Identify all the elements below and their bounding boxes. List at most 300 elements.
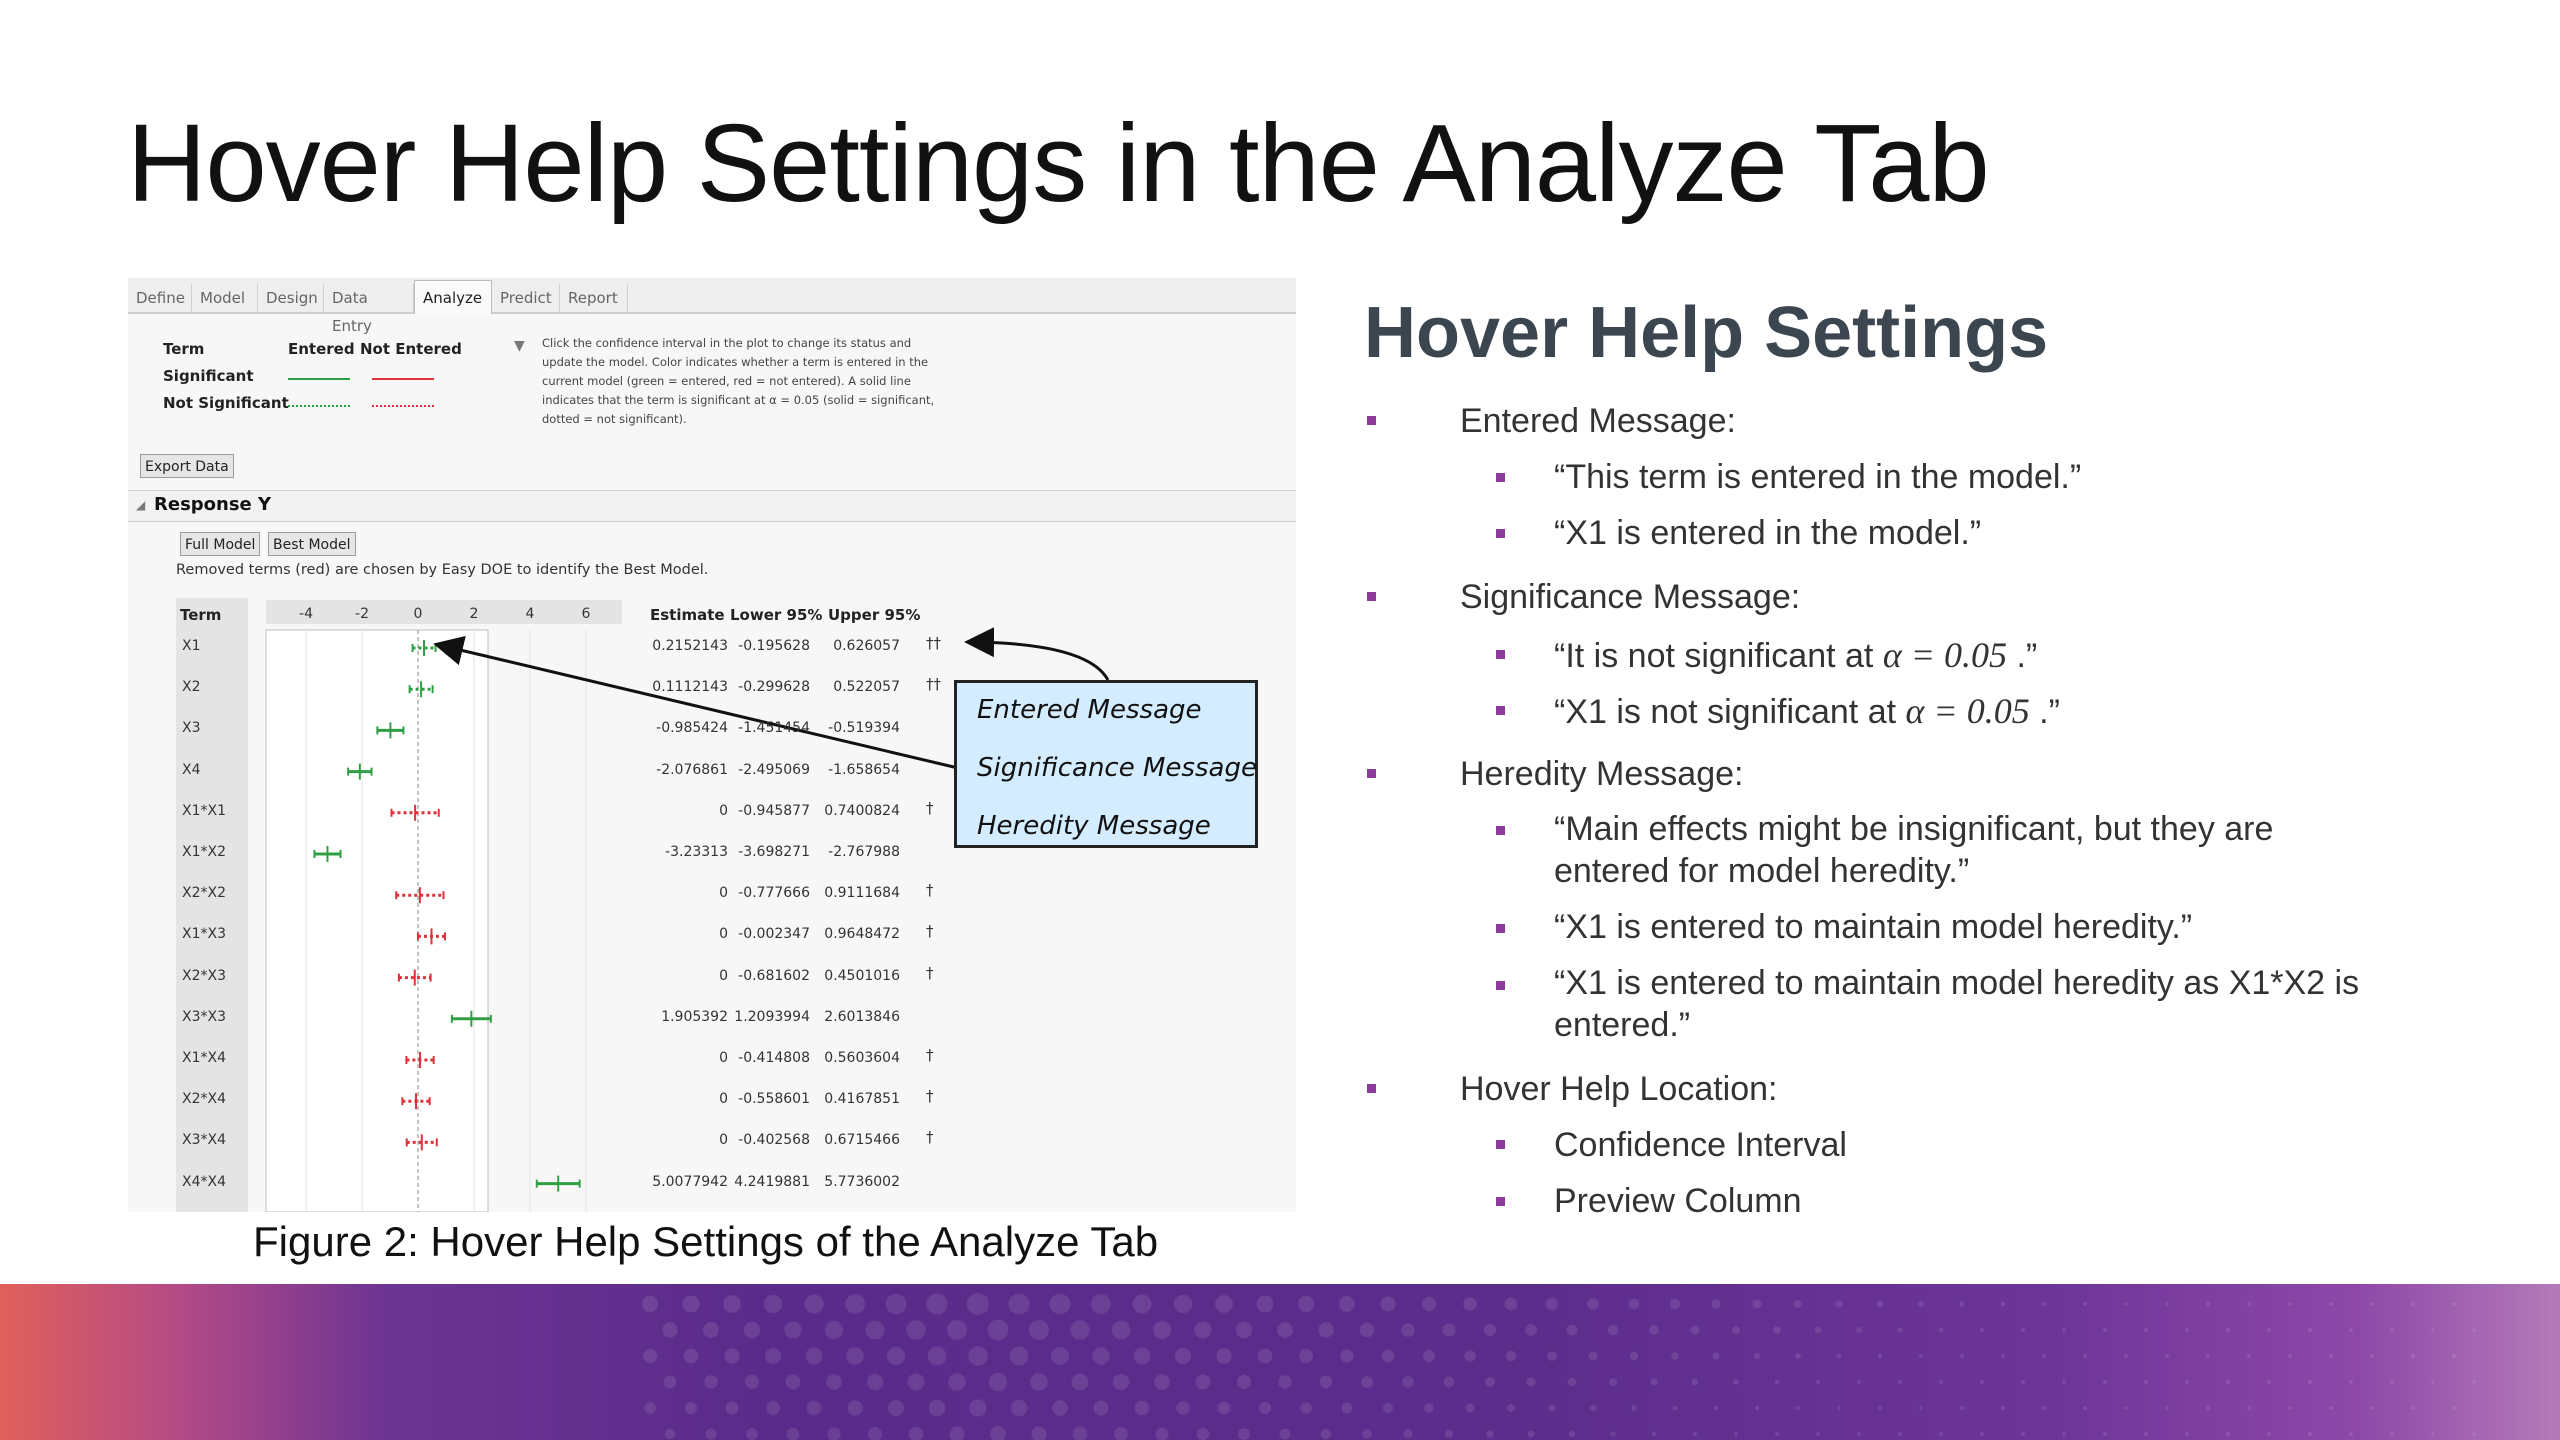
decorative-dot <box>2390 1432 2394 1436</box>
decorative-dot <box>1176 1401 1190 1415</box>
lower-95-value: -0.558601 <box>738 1091 810 1108</box>
decorative-dot <box>1754 1353 1760 1359</box>
decorative-dot <box>1734 1432 1738 1436</box>
upper-95-value: 0.626057 <box>833 638 900 654</box>
entered-message-item-1: “This term is entered in the model.” <box>1554 458 2082 496</box>
decorative-dot <box>948 1373 966 1391</box>
decorative-dot <box>2062 1432 2066 1436</box>
decorative-dot <box>909 1427 924 1440</box>
decorative-dot <box>786 1375 801 1390</box>
decorative-dot <box>1215 1295 1233 1313</box>
decorative-dot <box>969 1399 986 1416</box>
tab-report[interactable]: Report <box>560 284 628 312</box>
decorative-dot <box>928 1347 947 1366</box>
decorative-dot <box>2001 1406 2005 1410</box>
decorative-dot <box>2288 1354 2292 1358</box>
decorative-dot <box>1919 1406 1923 1410</box>
decorative-dot <box>1238 1428 1250 1440</box>
decorative-dot <box>1463 1297 1477 1311</box>
decorative-dot <box>643 1349 657 1363</box>
decorative-dot <box>1114 1427 1128 1440</box>
tab-analyze[interactable]: Analyze <box>414 280 492 314</box>
decorative-dot <box>1362 1429 1372 1439</box>
term-label: X1 <box>182 638 201 654</box>
upper-95-value: 2.6013846 <box>824 1008 900 1025</box>
decorative-dot <box>1507 1404 1515 1412</box>
significance-suffix: .” <box>2007 637 2038 675</box>
bullet-marker <box>1496 924 1505 933</box>
decorative-dot <box>2062 1380 2066 1384</box>
preview-marker[interactable]: † <box>926 1128 934 1147</box>
estimate-value: 0 <box>719 967 728 984</box>
lower-95-value: -0.681602 <box>738 967 810 984</box>
decorative-dot <box>1835 1300 1842 1307</box>
estimate-value: 0 <box>719 885 728 902</box>
decorative-dot <box>1587 1298 1599 1310</box>
decorative-dot <box>1300 1402 1312 1414</box>
estimate-value: -2.076861 <box>656 761 728 778</box>
decorative-dot <box>684 1349 699 1364</box>
decorative-dot <box>990 1426 1006 1440</box>
term-label: X3 <box>182 720 201 737</box>
decorative-dot <box>947 1320 967 1340</box>
lower-95-value: -0.299628 <box>738 679 810 696</box>
decorative-dot <box>1258 1349 1273 1364</box>
lower-95-value: 4.2419881 <box>734 1173 810 1190</box>
decorative-dot <box>1091 1294 1111 1314</box>
decorative-dot <box>807 1401 821 1415</box>
decorative-dot <box>988 1320 1009 1341</box>
decorative-dot <box>2411 1354 2415 1358</box>
decorative-dot <box>2267 1328 2271 1332</box>
decorative-dot <box>2247 1354 2251 1358</box>
decorative-dot <box>1815 1327 1822 1334</box>
decorative-dot <box>1795 1353 1801 1359</box>
decorative-dot <box>1381 1297 1396 1312</box>
decorative-dot <box>2124 1354 2128 1358</box>
decorative-dot <box>1011 1400 1028 1417</box>
tab-data-entry[interactable]: Data Entry <box>324 284 414 312</box>
estimate-value: 0.2152143 <box>652 638 728 654</box>
callout-heredity-message: Heredity Message <box>977 811 1211 841</box>
decorative-dot <box>1897 1327 1902 1332</box>
decorative-dot <box>682 1295 699 1312</box>
decorative-dot <box>1339 1296 1355 1312</box>
bullet-marker <box>1496 981 1505 990</box>
decorative-dot <box>685 1402 697 1414</box>
decorative-dot <box>1796 1406 1800 1410</box>
decorative-dot <box>2042 1354 2046 1358</box>
decorative-dot <box>765 1348 781 1364</box>
decorative-dot <box>1153 1321 1171 1339</box>
lower-95-value: -0.402568 <box>738 1132 810 1149</box>
lower-95-value: -0.002347 <box>738 926 810 943</box>
decorative-dot <box>2472 1328 2476 1332</box>
decorative-dot <box>867 1374 883 1390</box>
bullet-marker <box>1367 592 1376 601</box>
bullet-marker <box>1496 826 1505 835</box>
decorative-dot <box>2411 1406 2415 1410</box>
decorative-dot <box>2185 1380 2189 1384</box>
decorative-dot <box>1383 1403 1393 1413</box>
decorative-dot <box>1092 1347 1110 1365</box>
decorative-dot <box>827 1427 840 1440</box>
lower-95-value: 1.2093994 <box>734 1008 810 1025</box>
decorative-dot <box>2083 1302 2087 1306</box>
decorative-dot <box>1526 1377 1535 1386</box>
decorative-dot <box>1652 1432 1657 1437</box>
upper-95-value: -0.519394 <box>828 720 900 737</box>
estimate-value: 0 <box>719 1050 728 1066</box>
legend-significant-label: Significant <box>163 367 254 385</box>
decorative-dot <box>784 1321 801 1338</box>
estimate-value: -0.985424 <box>656 720 728 737</box>
decorative-dot <box>1774 1379 1779 1384</box>
preview-marker[interactable]: †† <box>926 675 941 694</box>
bullet-marker <box>1496 1197 1505 1206</box>
decorative-dot <box>2452 1354 2456 1358</box>
tab-predict[interactable]: Predict <box>492 284 560 312</box>
slide-title: Hover Help Settings in the Analyze Tab <box>127 102 1989 225</box>
decorative-dot <box>1072 1374 1089 1391</box>
x-tick-label: 6 <box>581 606 591 622</box>
decorative-dot <box>1464 1350 1475 1361</box>
decorative-dot <box>2452 1302 2456 1306</box>
lower-95-value: -0.777666 <box>738 885 810 902</box>
decorative-dot <box>2165 1354 2169 1358</box>
decorative-dot <box>1466 1404 1475 1413</box>
term-label: X4 <box>182 761 201 778</box>
decorative-dot <box>1547 1351 1557 1361</box>
decorative-dot <box>1939 1380 1943 1384</box>
decorative-dot <box>1132 1294 1151 1313</box>
decorative-dot <box>1753 1300 1762 1309</box>
decorative-dot <box>1980 1380 1984 1384</box>
decorative-dot <box>1070 1320 1089 1339</box>
term-label: X2 <box>182 679 201 696</box>
decorative-dot <box>2370 1354 2374 1358</box>
hover-location-item-1: Confidence Interval <box>1554 1126 1847 1164</box>
decorative-dot <box>1877 1301 1884 1308</box>
x-tick-label: 0 <box>413 606 423 622</box>
decorative-dot <box>1052 1400 1068 1416</box>
preview-marker[interactable]: †† <box>926 634 941 652</box>
preview-marker[interactable]: † <box>926 1046 934 1064</box>
decorative-dot <box>866 1321 885 1340</box>
decorative-dot <box>1837 1406 1841 1410</box>
decorative-dot <box>1174 1295 1193 1314</box>
bullet-marker <box>1367 416 1376 425</box>
decorative-dot <box>2308 1380 2312 1384</box>
decorative-dot <box>1898 1432 1902 1436</box>
decorative-dot <box>1277 1322 1293 1338</box>
decorative-dot <box>744 1322 761 1339</box>
decorative-dot <box>1031 1426 1046 1440</box>
preview-marker[interactable]: † <box>926 922 934 941</box>
decorative-dot <box>1775 1432 1779 1436</box>
legend-term-label: Term <box>163 340 205 358</box>
decorative-dot <box>2185 1432 2189 1436</box>
decorative-dot <box>1299 1349 1313 1363</box>
upper-95-value: 0.9111684 <box>824 885 900 902</box>
upper-95-value: 0.522057 <box>833 679 900 696</box>
decorative-dot <box>1010 1347 1029 1366</box>
lower-95-value: -1.451454 <box>738 720 810 737</box>
estimate-value: 0 <box>719 1091 728 1108</box>
decorative-dot <box>2370 1406 2374 1410</box>
decorative-dot <box>1445 1430 1453 1438</box>
decorative-dot <box>745 1375 759 1389</box>
decorative-dot <box>1546 1298 1558 1310</box>
term-label: X3*X3 <box>182 1008 226 1025</box>
decorative-dot <box>2144 1380 2148 1384</box>
decorative-dot <box>1960 1406 1964 1410</box>
decorative-dot <box>1278 1375 1292 1389</box>
decorative-dot <box>1423 1350 1435 1362</box>
decorative-dot <box>1649 1325 1659 1335</box>
decorative-dot <box>746 1428 758 1440</box>
decorative-dot <box>908 1374 925 1391</box>
decorative-dot <box>1237 1375 1251 1389</box>
decorative-dot <box>2329 1406 2333 1410</box>
decorative-dot <box>1918 1301 1924 1307</box>
estimate-value: -3.23313 <box>665 844 728 860</box>
callout-entered-message: Entered Message <box>977 695 1202 725</box>
decorative-dot <box>1590 1405 1597 1412</box>
removed-terms-note: Removed terms (red) are chosen by Easy DOE to identify the Best Model. <box>176 562 709 578</box>
figure-caption: Figure 2: Hover Help Settings of the Analyze Tab <box>253 1218 1159 1265</box>
term-label: X1*X1 <box>182 802 226 819</box>
upper-95-value: 0.5603604 <box>824 1050 900 1066</box>
decorative-dot <box>906 1320 925 1339</box>
upper-95-value: 0.6715466 <box>824 1132 900 1149</box>
decorative-dot <box>787 1428 800 1440</box>
decorative-dot <box>2165 1302 2169 1306</box>
lower-95-value: -0.945877 <box>738 802 810 819</box>
decorative-dot <box>1505 1298 1518 1311</box>
estimate-value: 0.1112143 <box>652 679 728 696</box>
preview-marker[interactable]: † <box>926 1087 934 1106</box>
decorative-dot <box>1424 1403 1434 1413</box>
preview-marker[interactable]: † <box>926 798 934 817</box>
decorative-dot <box>1259 1402 1271 1414</box>
decorative-dot <box>887 1347 905 1365</box>
tab-design[interactable]: Design <box>258 284 324 312</box>
decorative-dot <box>2431 1328 2435 1332</box>
decorative-dot <box>2083 1406 2087 1410</box>
decorative-dot <box>1318 1322 1333 1337</box>
decorative-dot <box>1670 1299 1680 1309</box>
significance-message-label: Significance Message: <box>1460 578 1801 616</box>
tab-model[interactable]: Model <box>192 284 258 312</box>
decorative-dot <box>1340 1349 1353 1362</box>
decorative-dot <box>723 1295 741 1313</box>
decorative-dot <box>2390 1328 2394 1332</box>
hover-location-label: Hover Help Location: <box>1460 1070 1778 1108</box>
decorative-dot <box>2001 1302 2006 1307</box>
decorative-dot <box>2124 1406 2128 1410</box>
decorative-dot <box>1588 1351 1597 1360</box>
entered-message-item-2: “X1 is entered in the model.” <box>1554 514 1982 552</box>
decorative-dot <box>2329 1354 2333 1358</box>
decorative-dot <box>1857 1380 1861 1384</box>
decorative-dot <box>1134 1348 1151 1365</box>
decorative-dot <box>1568 1378 1577 1387</box>
term-label: X4*X4 <box>182 1173 226 1190</box>
decorative-dot <box>766 1401 780 1415</box>
decorative-dot <box>926 1293 947 1314</box>
upper-95-value: -2.767988 <box>828 844 900 860</box>
decorative-dot <box>1402 1376 1413 1387</box>
decorative-dot <box>1093 1400 1108 1415</box>
decorative-dot <box>1794 1300 1802 1308</box>
decorative-dot <box>968 1346 988 1366</box>
confidence-interval[interactable] <box>537 1176 580 1192</box>
term-label: X1*X3 <box>182 926 226 943</box>
decorative-dot <box>2267 1380 2271 1384</box>
decorative-dot <box>2288 1406 2292 1410</box>
term-label: X2*X3 <box>182 967 226 984</box>
plot-header-strip <box>266 600 622 624</box>
export-data-button[interactable]: Export Data <box>140 454 234 478</box>
decorative-dot <box>1609 1378 1617 1386</box>
legend-not-entered-label: Not Entered <box>360 340 462 358</box>
decorative-dot <box>1112 1321 1131 1340</box>
lower-95-value: -3.698271 <box>738 844 810 860</box>
decorative-dot <box>1525 1324 1537 1336</box>
significance-message-item-1 <box>1554 634 2037 676</box>
decorative-dot <box>1733 1379 1739 1385</box>
decorative-dot <box>1194 1321 1211 1338</box>
analyze-tab-screenshot <box>128 278 1296 1212</box>
term-label: X1*X4 <box>182 1050 226 1066</box>
decorative-dot <box>2001 1354 2005 1358</box>
decorative-dot <box>806 1348 823 1365</box>
decorative-dot <box>1672 1405 1677 1410</box>
decorative-dot <box>2083 1354 2087 1358</box>
upper-95-value: 0.7400824 <box>824 802 900 819</box>
decorative-dot <box>1320 1376 1333 1389</box>
decorative-dot <box>1216 1348 1231 1363</box>
decorative-dot <box>1692 1379 1699 1386</box>
decorative-dot <box>2308 1432 2312 1436</box>
decorative-dot <box>2349 1328 2353 1332</box>
decorative-dot <box>967 1293 989 1315</box>
lower-95-value: -0.414808 <box>738 1050 810 1066</box>
callout-significance-message: Significance Message <box>977 753 1257 783</box>
decorative-dot <box>2185 1328 2189 1332</box>
decorative-dot <box>2431 1380 2435 1384</box>
decorative-dot <box>989 1373 1007 1391</box>
decorative-dot <box>1691 1326 1700 1335</box>
x-tick-label: -4 <box>299 606 313 622</box>
preview-marker[interactable]: † <box>926 963 934 982</box>
decorative-dot <box>1073 1427 1088 1440</box>
decorative-dot <box>2226 1432 2230 1436</box>
collapse-triangle-icon[interactable]: ◢ <box>136 498 146 512</box>
lower-95-value: -0.195628 <box>738 638 810 654</box>
full-model-button[interactable]: Full Model <box>180 532 260 556</box>
decorative-dot <box>2144 1432 2148 1436</box>
decorative-dot <box>2124 1302 2128 1306</box>
decorative-dot <box>2042 1302 2046 1306</box>
bullet-marker <box>1496 706 1505 715</box>
decorative-dot <box>2329 1302 2333 1306</box>
x-tick-label: 4 <box>525 606 535 622</box>
upper-95-value: 0.4501016 <box>824 967 900 984</box>
col-head-estimate: Estimate <box>650 606 725 624</box>
decorative-dot <box>1711 1299 1720 1308</box>
decorative-dot <box>1856 1327 1862 1333</box>
decorative-dot <box>1569 1431 1575 1437</box>
best-model-button[interactable]: Best Model <box>268 532 356 556</box>
decorative-dot <box>1404 1430 1413 1439</box>
decorative-dot <box>703 1322 719 1338</box>
decorative-dot <box>825 1321 843 1339</box>
decorative-dot <box>1154 1374 1170 1390</box>
decorative-dot <box>1878 1354 1882 1358</box>
term-label: X1*X2 <box>182 844 226 860</box>
significance-item-2-text: “X1 is not significant at <box>1554 693 1906 731</box>
decorative-dot <box>2472 1432 2476 1436</box>
col-head-upper: Upper 95% <box>828 606 921 624</box>
preview-marker[interactable]: † <box>926 881 934 900</box>
alpha-math: α = 0.05 <box>1882 635 2008 675</box>
decorative-dot <box>642 1296 658 1312</box>
decorative-dot <box>1773 1326 1781 1334</box>
bullet-marker <box>1367 1084 1376 1093</box>
decorative-dot <box>1755 1406 1759 1410</box>
decorative-dot <box>1382 1350 1395 1363</box>
decorative-dot <box>1135 1401 1149 1415</box>
callout-arrow-to-preview <box>970 642 1108 680</box>
decorative-dot <box>2370 1302 2374 1306</box>
plot-area <box>266 630 488 1212</box>
decorative-dot <box>1442 1323 1455 1336</box>
decorative-dot <box>662 1322 677 1337</box>
tab-define[interactable]: Define <box>128 284 192 312</box>
decorative-dot <box>1175 1348 1191 1364</box>
decorative-dot <box>1155 1427 1168 1440</box>
decorative-dot <box>1919 1354 1923 1358</box>
bullet-marker <box>1496 529 1505 538</box>
decorative-dot <box>1693 1432 1697 1436</box>
decorative-dot <box>1196 1375 1211 1390</box>
decorative-dot <box>2247 1302 2251 1306</box>
decorative-dot <box>1671 1352 1679 1360</box>
upper-95-value: 0.4167851 <box>824 1091 900 1108</box>
decorative-dot <box>1197 1428 1210 1440</box>
disclosure-triangle-icon[interactable]: ▼ <box>514 338 525 354</box>
decorative-dot <box>845 1294 865 1314</box>
decorative-dot <box>2165 1406 2169 1410</box>
entered-message-label: Entered Message: <box>1460 402 1736 440</box>
decorative-dot <box>1029 1320 1049 1340</box>
decorative-dot <box>846 1347 864 1365</box>
decorative-dot <box>2452 1406 2456 1410</box>
decorative-dot <box>2103 1328 2107 1332</box>
x-tick-label: -2 <box>355 606 369 622</box>
legend-not-significant-label: Not Significant <box>163 394 289 412</box>
decorative-dot <box>1960 1354 1964 1358</box>
callout-arrow-to-plot <box>439 645 958 768</box>
decorative-dot <box>2247 1406 2251 1410</box>
decorative-dot <box>1610 1431 1616 1437</box>
decorative-dot <box>1980 1328 1984 1332</box>
decorative-dot <box>1444 1377 1455 1388</box>
decorative-dot <box>1959 1301 1964 1306</box>
decorative-dot <box>2267 1432 2271 1436</box>
